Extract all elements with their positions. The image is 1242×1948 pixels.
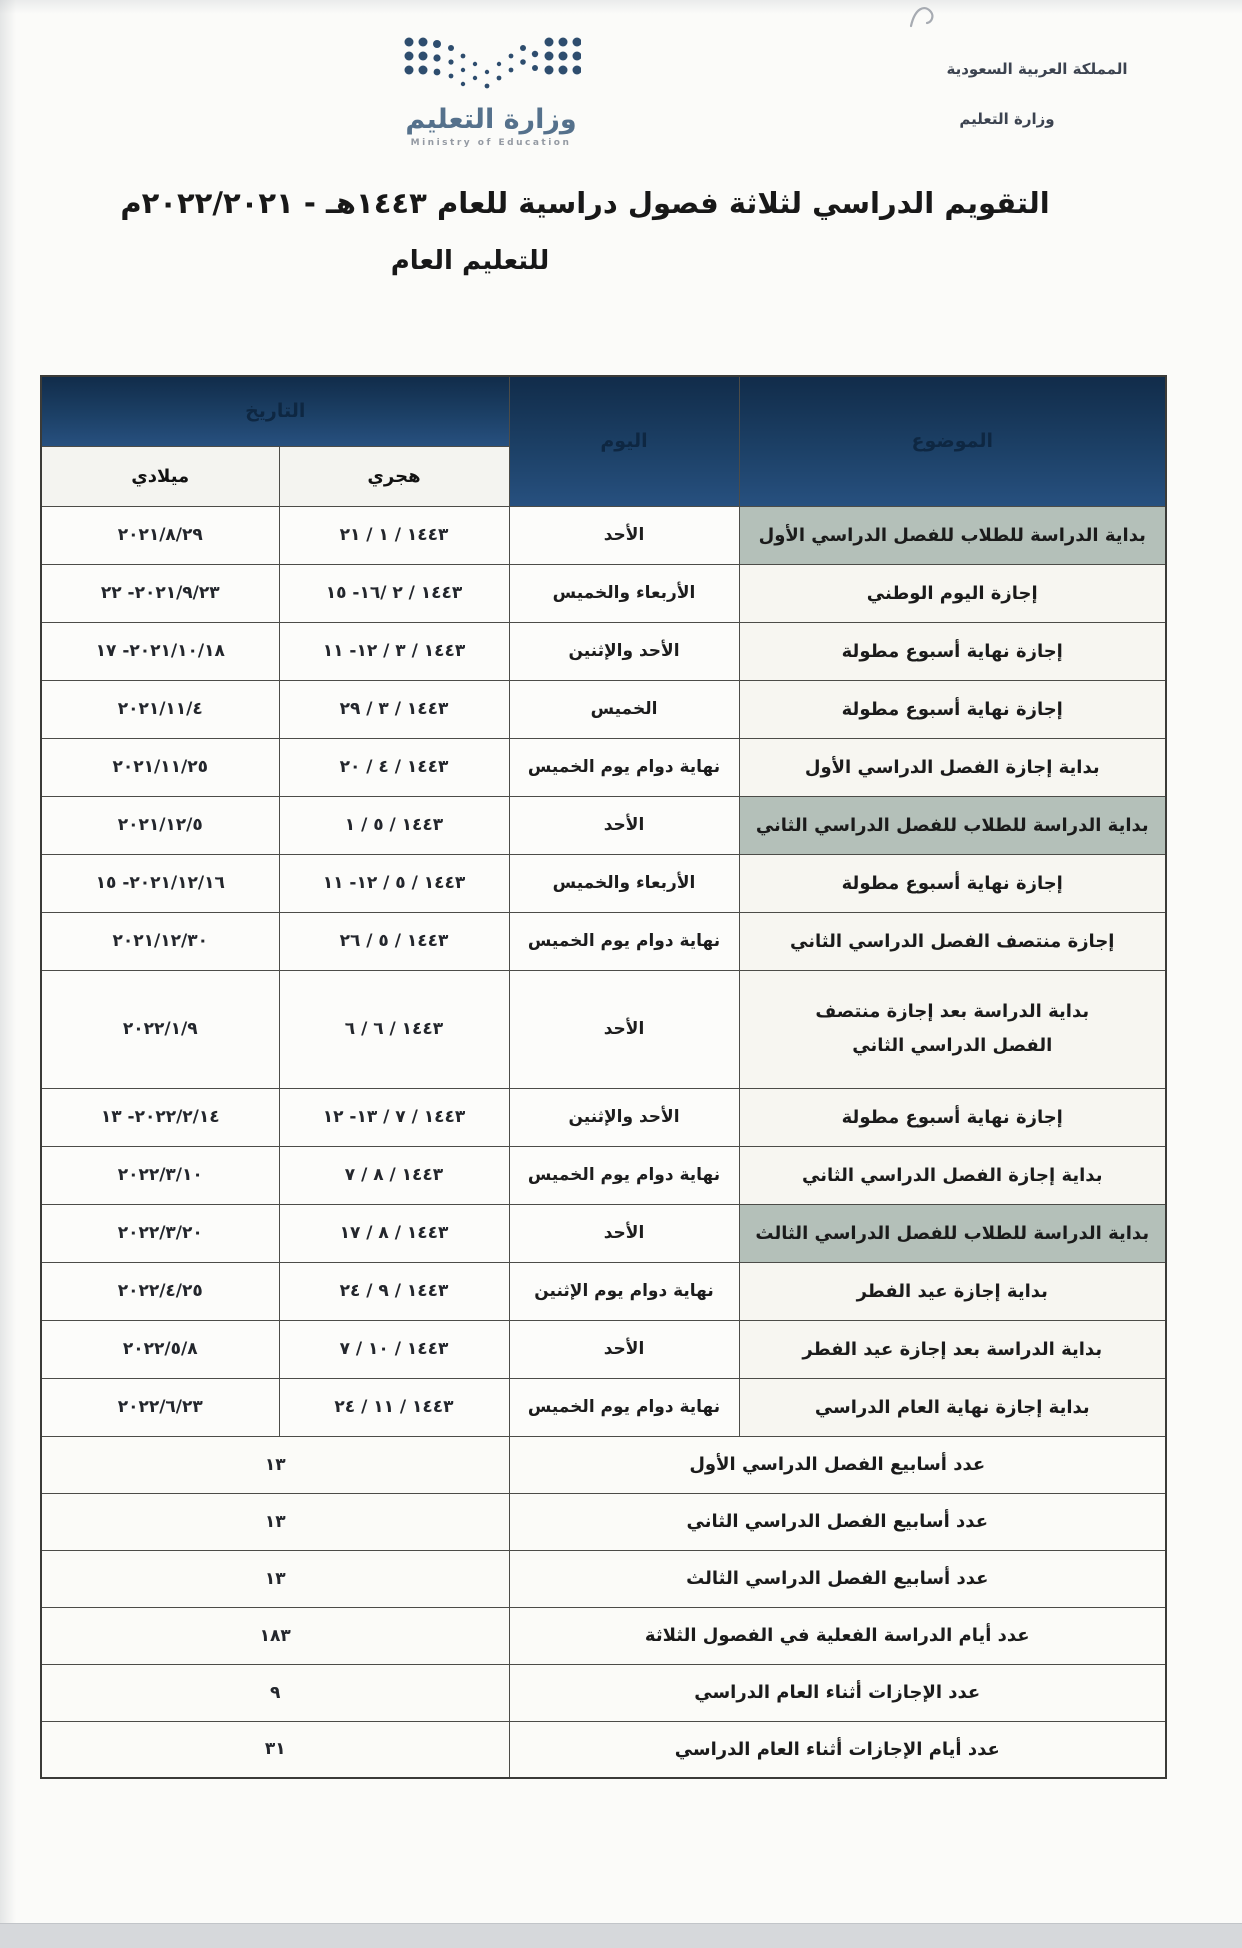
summary-value: ٩	[41, 1664, 509, 1721]
summary-value: ١٨٣	[41, 1607, 509, 1664]
cell-subject: بداية الدراسة للطلاب للفصل الدراسي الأول	[739, 506, 1166, 564]
table-row	[41, 1262, 1166, 1320]
summary-value: ١٣	[41, 1436, 509, 1493]
document-subtitle: للتعليم العام	[390, 246, 550, 276]
document-title: التقويم الدراسي لثلاثة فصول دراسية للعام ١٤٤٣هـ - ٢٠٢٢/٢٠٢١م	[120, 186, 1050, 220]
cell-subject: إجازة نهاية أسبوع مطولة	[739, 1088, 1166, 1146]
cell-hijri-date: ١٤٤٣ / ٤ / ٢٠	[279, 738, 509, 796]
cell-subject: بداية الدراسة بعد إجازة منتصف الفصل الدراسي الثاني	[739, 970, 1166, 1088]
cell-day: الأحد	[509, 796, 739, 854]
ministry-of-education-logo	[396, 34, 586, 148]
table-row	[41, 912, 1166, 970]
table-row	[41, 1320, 1166, 1378]
academic-calendar-table	[40, 375, 1167, 1779]
cell-gregorian-date: ٢٠٢٢/٤/٢٥	[41, 1262, 279, 1320]
cell-hijri-date: ١٤٤٣ / ١٠ / ٧	[279, 1320, 509, 1378]
summary-label: عدد أيام الإجازات أثناء العام الدراسي	[509, 1721, 1166, 1778]
cell-subject: إجازة نهاية أسبوع مطولة	[739, 680, 1166, 738]
summary-row	[41, 1607, 1166, 1664]
cell-day: نهاية دوام يوم الخميس	[509, 738, 739, 796]
cell-day: نهاية دوام يوم الخميس	[509, 912, 739, 970]
summary-row	[41, 1493, 1166, 1550]
logo-arabic-wordmark: وزارة التعليم	[405, 104, 577, 135]
cell-hijri-date: ١٤٤٣ / ٣ / ٢٩	[279, 680, 509, 738]
summary-label: عدد أسابيع الفصل الدراسي الثاني	[509, 1493, 1166, 1550]
cell-gregorian-date: ٢٠٢١/١٢/٥	[41, 796, 279, 854]
cell-gregorian-date: ٢٠٢٢/٣/٢٠	[41, 1204, 279, 1262]
scan-bottom-bar	[0, 1923, 1242, 1948]
summary-row	[41, 1721, 1166, 1778]
cell-subject: بداية الدراسة للطلاب للفصل الدراسي الثالث	[739, 1204, 1166, 1262]
letterhead	[942, 62, 1132, 127]
cell-day: الأحد	[509, 1204, 739, 1262]
cell-gregorian-date: ٢٠٢١/٨/٢٩	[41, 506, 279, 564]
summary-label: عدد أسابيع الفصل الدراسي الثالث	[509, 1550, 1166, 1607]
cell-hijri-date: ١٤٤٣ / ٣ / ١٢- ١١	[279, 622, 509, 680]
cell-day: الخميس	[509, 680, 739, 738]
cell-gregorian-date: ٢٠٢١/١٠/١٨- ١٧	[41, 622, 279, 680]
cell-gregorian-date: ٢٠٢٢/١/٩	[41, 970, 279, 1088]
summary-value: ١٣	[41, 1550, 509, 1607]
table-row	[41, 1204, 1166, 1262]
header-gregorian: ميلادي	[41, 446, 279, 506]
cell-subject: إجازة نهاية أسبوع مطولة	[739, 854, 1166, 912]
summary-row	[41, 1664, 1166, 1721]
cell-hijri-date: ١٤٤٣ / ٢ /١٦- ١٥	[279, 564, 509, 622]
cell-gregorian-date: ٢٠٢١/١١/٤	[41, 680, 279, 738]
summary-value: ٣١	[41, 1721, 509, 1778]
cell-day: الأربعاء والخميس	[509, 854, 739, 912]
cell-hijri-date: ١٤٤٣ / ٥ / ٢٦	[279, 912, 509, 970]
cell-subject: إجازة منتصف الفصل الدراسي الثاني	[739, 912, 1166, 970]
cell-hijri-date: ١٤٤٣ / ٥ / ١	[279, 796, 509, 854]
table-row	[41, 680, 1166, 738]
cell-day: الأحد والإثنين	[509, 622, 739, 680]
cell-subject: إجازة نهاية أسبوع مطولة	[739, 622, 1166, 680]
cell-gregorian-date: ٢٠٢١/١٢/٣٠	[41, 912, 279, 970]
cell-day: نهاية دوام يوم الخميس	[509, 1378, 739, 1436]
table-row	[41, 1146, 1166, 1204]
table-row	[41, 564, 1166, 622]
pen-mark-icon	[905, 2, 945, 36]
summary-row	[41, 1436, 1166, 1493]
cell-hijri-date: ١٤٤٣ / ٥ / ١٢- ١١	[279, 854, 509, 912]
table-header-row	[41, 376, 1166, 446]
cell-day: نهاية دوام يوم الخميس	[509, 1146, 739, 1204]
cell-gregorian-date: ٢٠٢٢/٢/١٤- ١٣	[41, 1088, 279, 1146]
cell-day: الأربعاء والخميس	[509, 564, 739, 622]
header-date: التاريخ	[41, 376, 509, 446]
cell-gregorian-date: ٢٠٢١/٩/٢٣- ٢٢	[41, 564, 279, 622]
summary-label: عدد أسابيع الفصل الدراسي الأول	[509, 1436, 1166, 1493]
cell-day: الأحد	[509, 970, 739, 1088]
table-row	[41, 622, 1166, 680]
cell-subject: بداية إجازة عيد الفطر	[739, 1262, 1166, 1320]
summary-label: عدد الإجازات أثناء العام الدراسي	[509, 1664, 1166, 1721]
header-hijri: هجري	[279, 446, 509, 506]
table-row	[41, 796, 1166, 854]
cell-gregorian-date: ٢٠٢٢/٣/١٠	[41, 1146, 279, 1204]
cell-hijri-date: ١٤٤٣ / ١١ / ٢٤	[279, 1378, 509, 1436]
cell-subject: بداية الدراسة بعد إجازة عيد الفطر	[739, 1320, 1166, 1378]
table-row	[41, 506, 1166, 564]
cell-subject: إجازة اليوم الوطني	[739, 564, 1166, 622]
summary-label: عدد أيام الدراسة الفعلية في الفصول الثلاثة	[509, 1607, 1166, 1664]
ministry-name-text: وزارة التعليم	[959, 110, 1055, 128]
cell-gregorian-date: ٢٠٢٢/٦/٢٣	[41, 1378, 279, 1436]
cell-hijri-date: ١٤٤٣ / ٧ / ١٣- ١٢	[279, 1088, 509, 1146]
cell-subject: بداية إجازة الفصل الدراسي الثاني	[739, 1146, 1166, 1204]
cell-subject: بداية إجازة الفصل الدراسي الأول	[739, 738, 1166, 796]
table-row	[41, 1378, 1166, 1436]
cell-day: الأحد	[509, 1320, 739, 1378]
cell-subject: بداية إجازة نهاية العام الدراسي	[739, 1378, 1166, 1436]
cell-day: نهاية دوام يوم الإثنين	[509, 1262, 739, 1320]
cell-hijri-date: ١٤٤٣ / ٨ / ١٧	[279, 1204, 509, 1262]
cell-hijri-date: ١٤٤٣ / ١ / ٢١	[279, 506, 509, 564]
summary-row	[41, 1550, 1166, 1607]
cell-gregorian-date: ٢٠٢١/١١/٢٥	[41, 738, 279, 796]
cell-hijri-date: ١٤٤٣ / ٨ / ٧	[279, 1146, 509, 1204]
summary-value: ١٣	[41, 1493, 509, 1550]
table-row	[41, 854, 1166, 912]
cell-subject: بداية الدراسة للطلاب للفصل الدراسي الثاني	[739, 796, 1166, 854]
table-row	[41, 738, 1166, 796]
scan-edge-shading-top	[0, 0, 1242, 14]
logo-english-wordmark: Ministry of Education	[410, 138, 572, 148]
table-row	[41, 970, 1166, 1088]
logo-dots-icon	[401, 34, 581, 100]
cell-day: الأحد والإثنين	[509, 1088, 739, 1146]
cell-hijri-date: ١٤٤٣ / ٦ / ٦	[279, 970, 509, 1088]
scan-edge-shading-left	[0, 0, 16, 1948]
cell-gregorian-date: ٢٠٢١/١٢/١٦- ١٥	[41, 854, 279, 912]
header-subject: الموضوع	[739, 376, 1166, 506]
cell-hijri-date: ١٤٤٣ / ٩ / ٢٤	[279, 1262, 509, 1320]
table-row	[41, 1088, 1166, 1146]
kingdom-name-text: المملكة العربية السعودية	[946, 60, 1128, 78]
cell-day: الأحد	[509, 506, 739, 564]
header-day: اليوم	[509, 376, 739, 506]
cell-gregorian-date: ٢٠٢٢/٥/٨	[41, 1320, 279, 1378]
